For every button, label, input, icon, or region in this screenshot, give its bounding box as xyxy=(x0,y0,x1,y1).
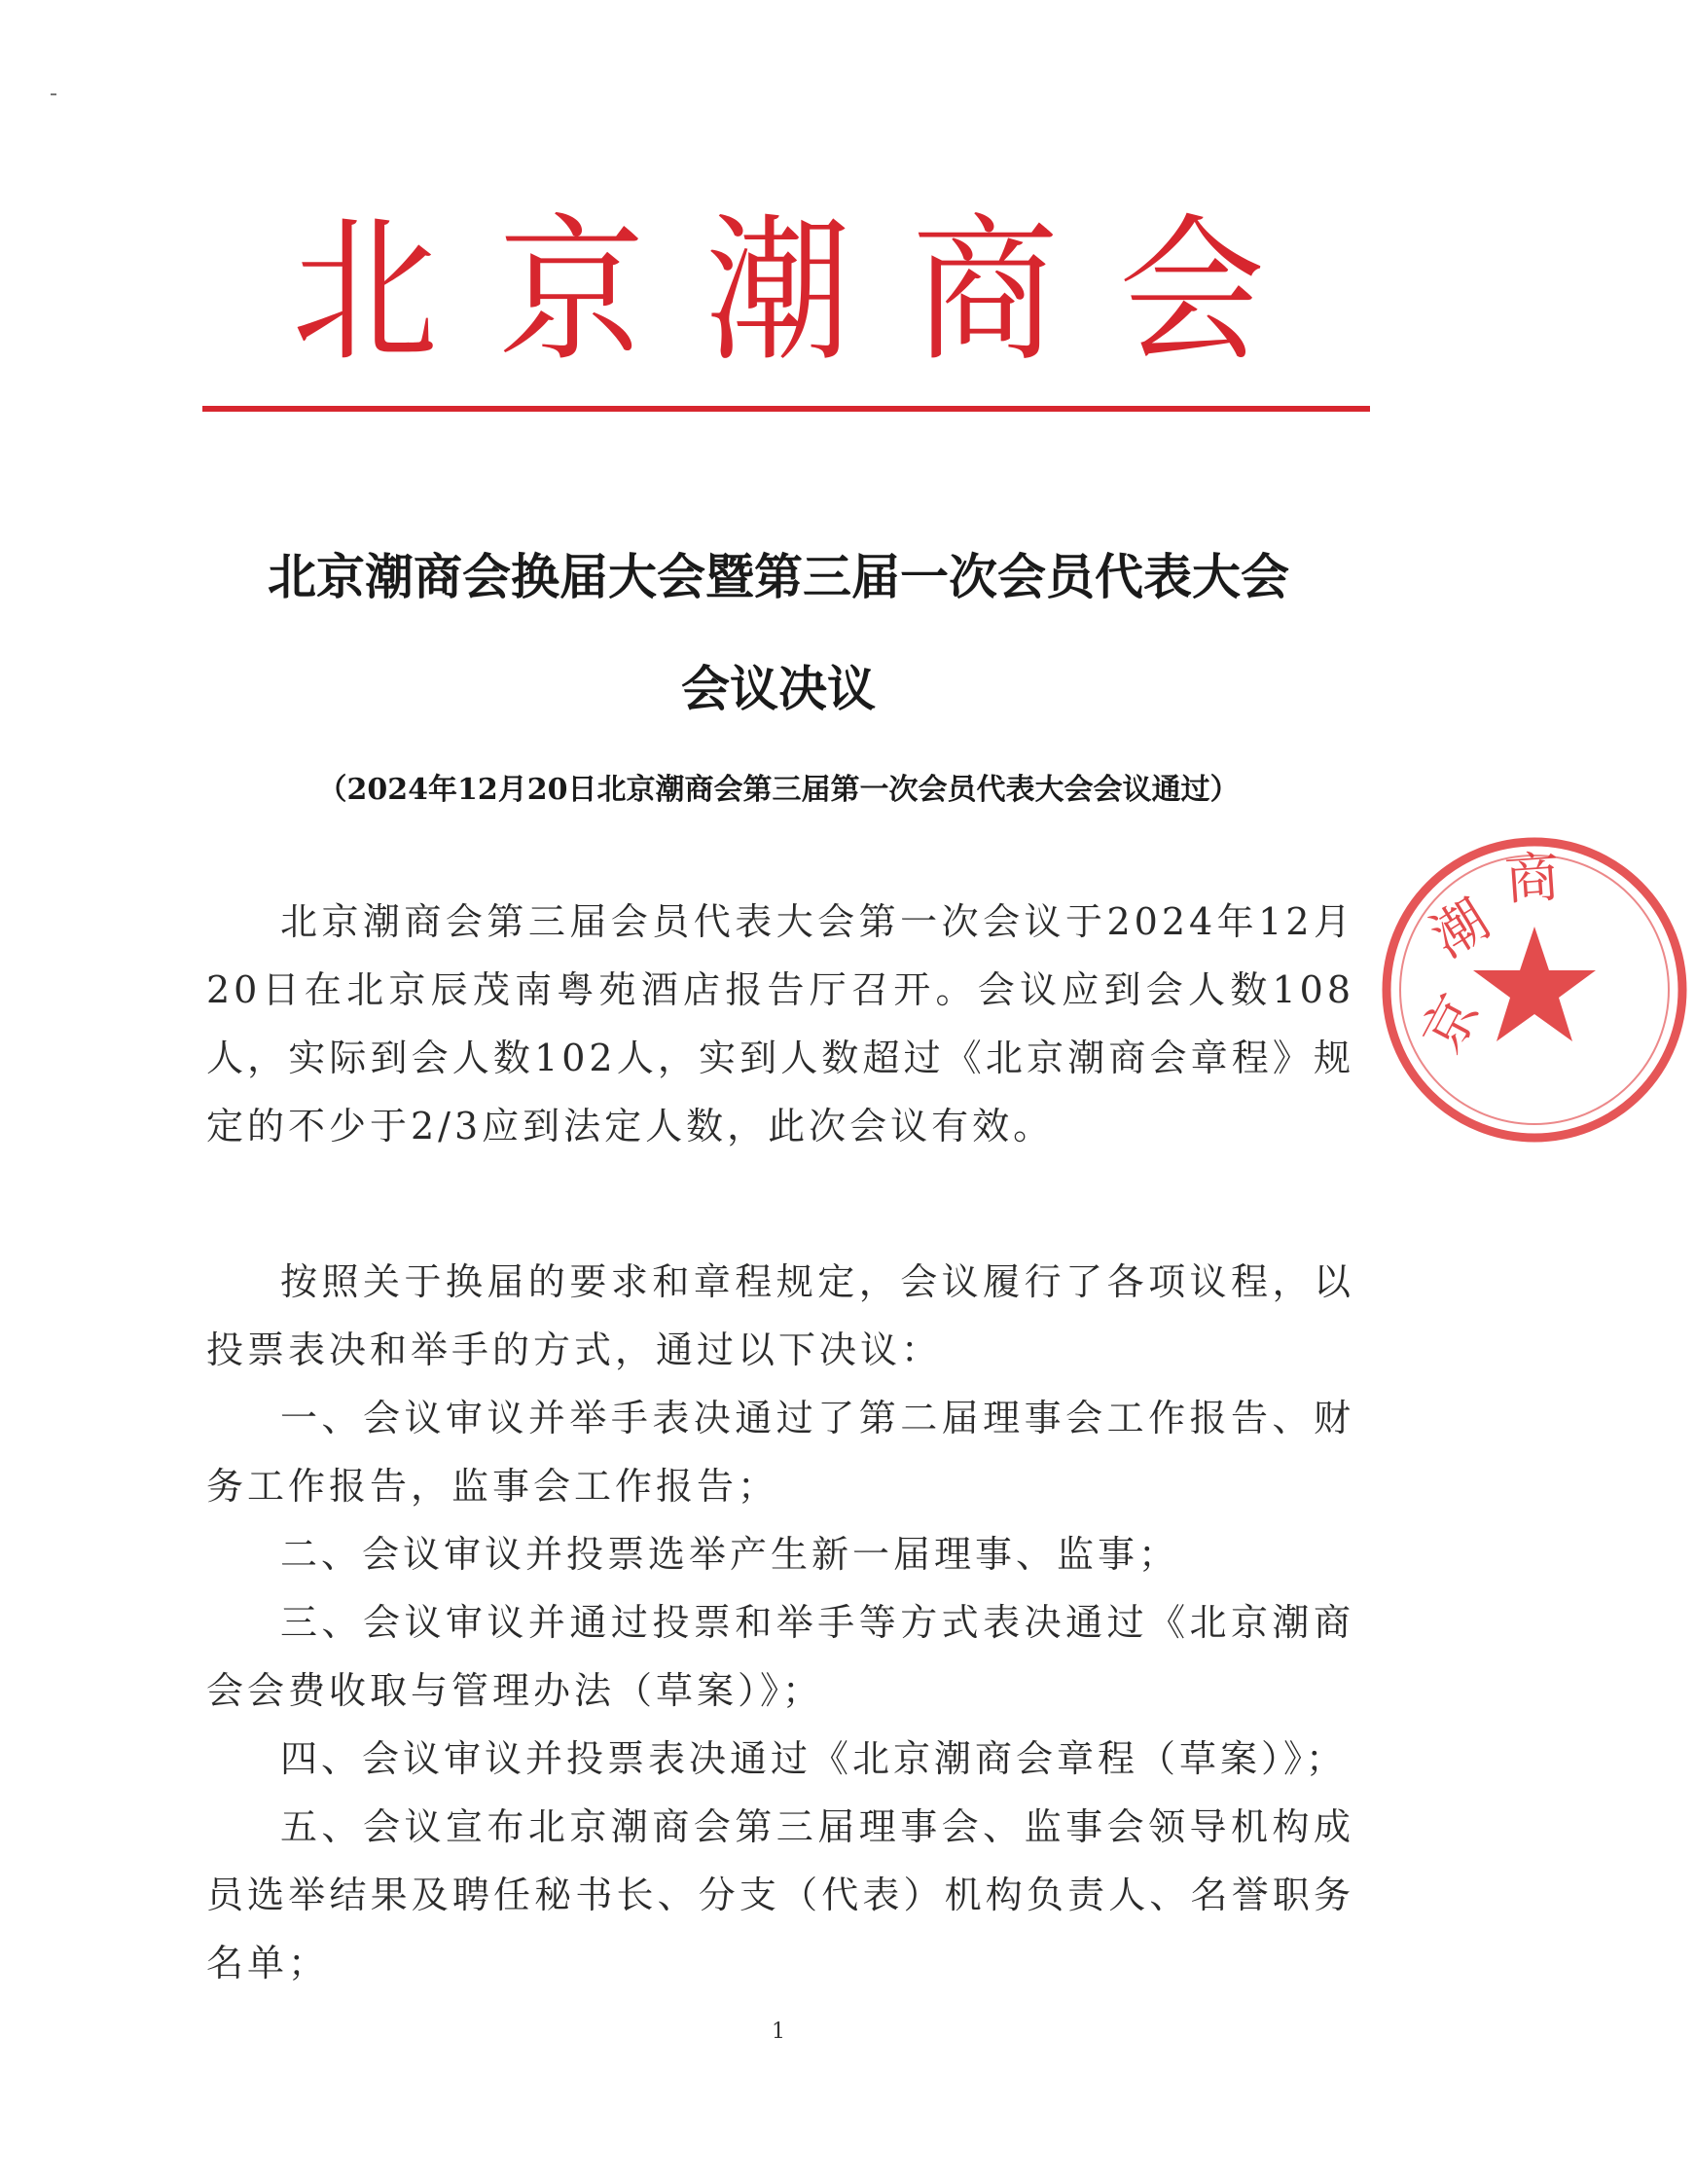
official-seal xyxy=(1374,829,1695,1150)
resolution-item-4: 四、会议审议并投票表决通过《北京潮商会章程（草案）》； xyxy=(280,1737,1348,1780)
scan-speck xyxy=(51,93,56,95)
document-title-line-1: 北京潮商会换届大会暨第三届一次会员代表大会 xyxy=(268,548,1289,605)
paragraph-meeting-info: 北京潮商会第三届会员代表大会第一次会议于2024年12月20日在北京辰茂南粤苑酒店报告厅召开。会议应到会人数108人，实际到会人数102人，实到人数超过《北京潮商会章程》规定的不少于2/3应到法定人数，此次会议有效。 xyxy=(206,900,1354,1147)
intro-section xyxy=(206,888,1354,1160)
letterhead-char: 京 xyxy=(498,200,645,383)
resolution-section xyxy=(206,1248,1354,1997)
letterhead-char: 会 xyxy=(1118,200,1265,383)
letterhead-char: 北 xyxy=(292,200,439,383)
resolution-item-2: 二、会议审议并投票选举产生新一届理事、监事； xyxy=(280,1533,1180,1576)
resolution-item-1: 一、会议审议并举手表决通过了第二届理事会工作报告、财务工作报告，监事会工作报告； xyxy=(206,1397,1354,1508)
seal-char: 商 xyxy=(1502,845,1562,913)
paragraph-resolution-intro: 按照关于换届的要求和章程规定，会议履行了各项议程，以投票表决和举手的方式，通过以下决议： xyxy=(206,1260,1354,1371)
resolution-item-3: 三、会议审议并通过投票和举手等方式表决通过《北京潮商会会费收取与管理办法（草案）》； xyxy=(206,1601,1354,1712)
page-number: 1 xyxy=(772,2020,785,2044)
letterhead xyxy=(292,180,1265,404)
seal-char: 潮 xyxy=(1421,887,1501,970)
document-subtitle: （2024年12月20日北京潮商会第三届第一次会员代表大会会议通过） xyxy=(317,773,1240,807)
letterhead-char: 商 xyxy=(912,200,1059,383)
letterhead-char: 潮 xyxy=(704,200,851,383)
resolution-item-5: 五、会议宣布北京潮商会第三届理事会、监事会领导机构成员选举结果及聘任秘书长、分支（代表）机构负责人、名誉职务名单； xyxy=(206,1805,1354,1984)
seal-char: 京 xyxy=(1410,984,1493,1063)
letterhead-divider xyxy=(202,406,1370,412)
document-title-line-2: 会议决议 xyxy=(681,660,876,717)
